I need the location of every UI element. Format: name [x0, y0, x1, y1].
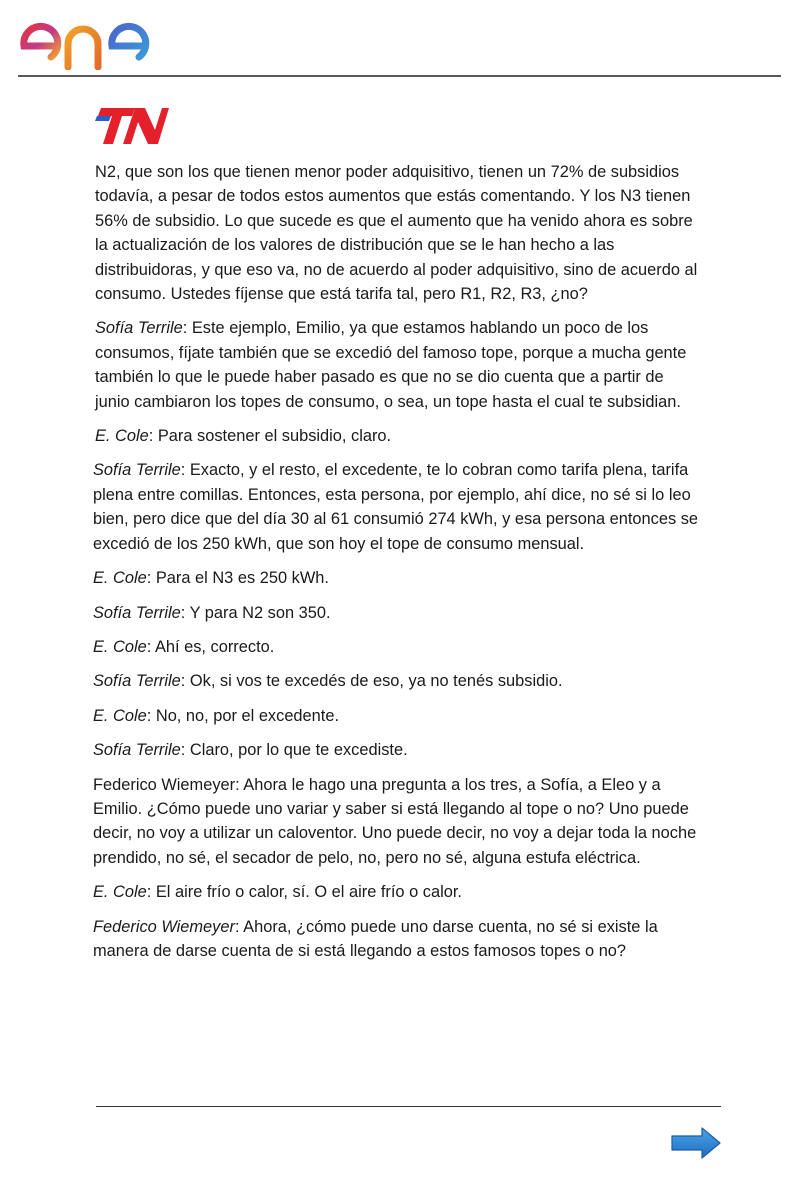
transcript-paragraph: Sofía Terrile: Claro, por lo que te excediste.	[93, 741, 408, 760]
speaker-name: Sofía Terrile	[95, 319, 183, 338]
speaker-name: Federico Wiemeyer	[93, 917, 235, 936]
transcript-paragraph: E. Cole: El aire frío o calor, sí. O el aire frío o calor.	[93, 883, 462, 902]
transcript-paragraph: Sofía Terrile: Este ejemplo, Emilio, ya que estamos hablando un poco de los consumos, fíjate también que se excedió del famoso tope, porque a mucha gente también lo que le puede haber pasado es que no se dio cuenta que a partir de junio cambiaron los topes de consumo, o sea, un tope hasta el cual te subsidian.	[95, 319, 687, 411]
arrow-right-icon[interactable]	[670, 1126, 722, 1160]
speaker-name: Sofía Terrile	[93, 461, 181, 480]
transcript-paragraph: E. Cole: No, no, por el excedente.	[93, 706, 340, 725]
transcript-body	[95, 160, 700, 973]
speaker-name: E. Cole	[95, 427, 149, 446]
enel-logo	[18, 4, 193, 70]
transcript-paragraph: E. Cole: Para el N3 es 250 kWh.	[93, 569, 329, 588]
tn-logo	[95, 108, 169, 144]
speaker-name: E. Cole	[93, 706, 147, 725]
speaker-name: Sofía Terrile	[93, 603, 181, 622]
transcript-paragraph: Federico Wiemeyer: Ahora, ¿cómo puede uno darse cuenta, no sé si existe la manera de darse cuenta de si está llegando a estos famosos topes o no?	[93, 917, 658, 960]
transcript-paragraph: Sofía Terrile: Y para N2 son 350.	[93, 603, 331, 622]
speaker-name: E. Cole	[93, 883, 147, 902]
transcript-paragraph: Sofía Terrile: Exacto, y el resto, el excedente, te lo cobran como tarifa plena, tarifa plena entre comillas. Entonces, esta persona, por ejemplo, ahí dice, no sé si lo leo bien, pero dice que del día 30 al 61 consumió 274 kWh, y esa persona entonces se excedió de los 250 kWh, que son hoy el tope de consumo mensual.	[93, 461, 699, 553]
speaker-name: Sofía Terrile	[93, 672, 181, 691]
footer-divider	[96, 1106, 721, 1107]
transcript-paragraph: Sofía Terrile: Ok, si vos te excedés de eso, ya no tenés subsidio.	[93, 672, 563, 691]
transcript-paragraph: E. Cole: Para sostener el subsidio, claro.	[95, 427, 392, 446]
transcript-paragraph: Federico Wiemeyer: Ahora le hago una pregunta a los tres, a Sofía, a Eleo y a Emilio. ¿Cómo puede uno variar y saber si está llegando al tope o no? Uno puede decir, no voy a utilizar un caloventor. Uno puede decir, no voy a dejar toda la noche prendido, no sé, el secador de pelo, no, pero no sé, alguna estufa eléctrica.	[93, 775, 697, 867]
transcript-paragraph: E. Cole: Ahí es, correcto.	[93, 637, 275, 656]
transcript-paragraph: N2, que son los que tienen menor poder adquisitivo, tienen un 72% de subsidios todavía, a pesar de todos estos aumentos que estás comentando. Y los N3 tienen 56% de subsidio. Lo que sucede es que el aumento que ha venido ahora es sobre la actualización de los valores de distribución que se le han hecho a las distribuidoras, y que eso va, no de acuerdo al poder adquisitivo, sino de acuerdo al consumo. Ustedes fíjense que está tarifa tal, pero R1, R2, R3, ¿no?	[95, 163, 698, 304]
speaker-name: Sofía Terrile	[93, 741, 181, 760]
page-header	[18, 0, 781, 77]
speaker-name: E. Cole	[93, 637, 147, 656]
speaker-name: E. Cole	[93, 569, 147, 588]
